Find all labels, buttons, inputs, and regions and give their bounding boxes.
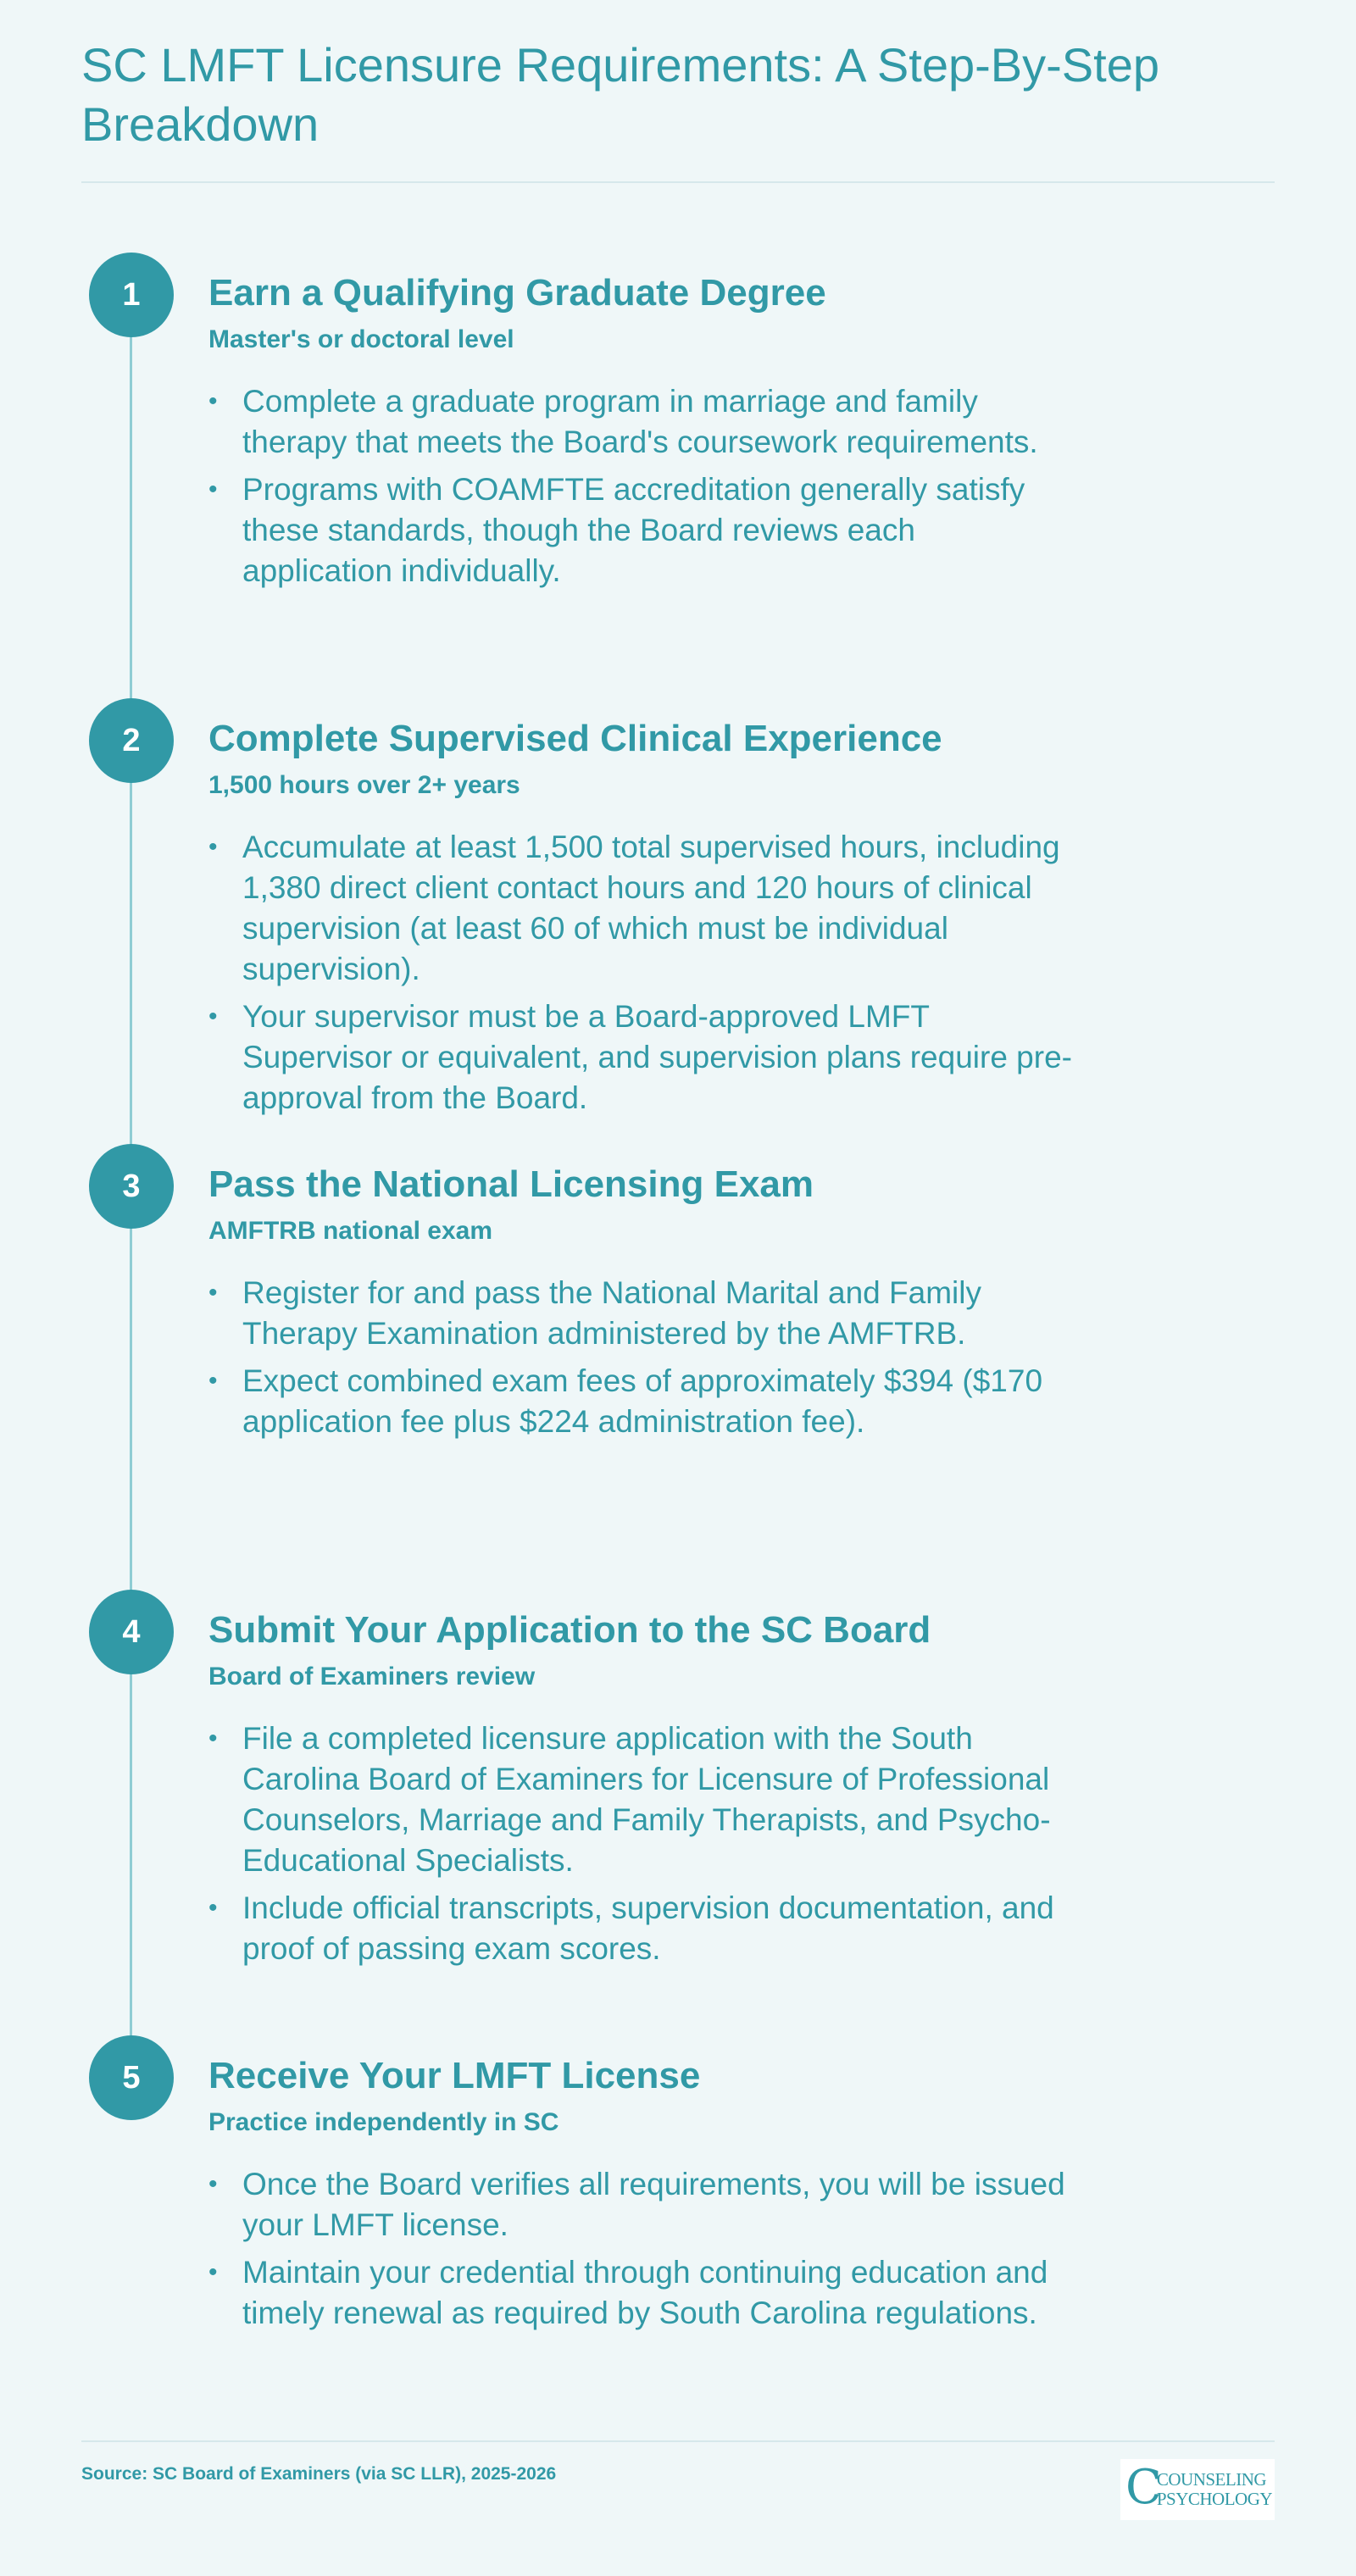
- source-note: Source: SC Board of Examiners (via SC LLR), 2025-2026: [81, 2464, 557, 2484]
- step-bullet: • Your supervisor must be a Board-approved LMFT Supervisor or equivalent, and supervision plans require pre-approval from the Board.: [208, 997, 1073, 1119]
- step-subtitle: Master's or doctoral level: [208, 325, 514, 353]
- step-bullet: • Maintain your credential through continuing education and timely renewal as required by South Carolina regulations.: [208, 2252, 1073, 2334]
- step-number-badge: 1: [89, 253, 174, 337]
- step-subtitle: Practice independently in SC: [208, 2108, 559, 2136]
- counseling-psychology-logo: [1120, 2459, 1275, 2520]
- step-bullet-list: [208, 827, 1073, 1125]
- step-bullet: • Once the Board verifies all requirements, you will be issued your LMFT license.: [208, 2164, 1073, 2246]
- step-subtitle: 1,500 hours over 2+ years: [208, 771, 520, 799]
- step-number-badge: 2: [89, 698, 174, 783]
- step-bullet: • Register for and pass the National Marital and Family Therapy Examination administered by the AMFTRB.: [208, 1273, 1073, 1354]
- step-number-badge: 4: [89, 1590, 174, 1674]
- step-bullet: • File a completed licensure application with the South Carolina Board of Examiners for Licensure of Professional Counselors, Marriage and Family Therapists, and Psycho-Educational Specialists.: [208, 1718, 1073, 1881]
- page-title: SC LMFT Licensure Requirements: A Step-By-Step Breakdown: [81, 38, 1159, 151]
- step-bullet: • Programs with COAMFTE accreditation generally satisfy these standards, though the Board reviews each application individually.: [208, 469, 1073, 591]
- step-title: Submit Your Application to the SC Board: [208, 1609, 931, 1651]
- step-title: Complete Supervised Clinical Experience: [208, 718, 942, 759]
- footer-divider: [81, 2440, 1275, 2442]
- step-bullet-list: [208, 381, 1073, 598]
- step-bullet: • Accumulate at least 1,500 total supervised hours, including 1,380 direct client contact hours and 120 hours of clinical supervision (at least 60 of which must be individual supervision).: [208, 827, 1073, 990]
- head-profile-icon: C: [1125, 2460, 1162, 2515]
- logo-wordmark: [1157, 2470, 1272, 2509]
- step-number-badge: 5: [89, 2035, 174, 2120]
- step-title: Receive Your LMFT License: [208, 2055, 701, 2096]
- step-subtitle: AMFTRB national exam: [208, 1217, 493, 1245]
- header-divider: [81, 181, 1275, 183]
- step-subtitle: Board of Examiners review: [208, 1663, 536, 1690]
- step-bullet: • Include official transcripts, supervision documentation, and proof of passing exam scores.: [208, 1888, 1073, 1969]
- logo-line-1: COUNSELING: [1156, 2469, 1267, 2490]
- step-title: Earn a Qualifying Graduate Degree: [208, 272, 826, 314]
- step-number-badge: 3: [89, 1144, 174, 1229]
- step-bullet: • Complete a graduate program in marriage and family therapy that meets the Board's coursework requirements.: [208, 381, 1073, 463]
- step-bullet-list: [208, 1718, 1073, 1976]
- step-title: Pass the National Licensing Exam: [208, 1163, 814, 1205]
- step-bullet: • Expect combined exam fees of approximately $394 ($170 application fee plus $224 administration fee).: [208, 1361, 1073, 1442]
- step-bullet-list: [208, 1273, 1073, 1449]
- step-bullet-list: [208, 2164, 1073, 2340]
- logo-line-2: PSYCHOLOGY: [1156, 2489, 1273, 2509]
